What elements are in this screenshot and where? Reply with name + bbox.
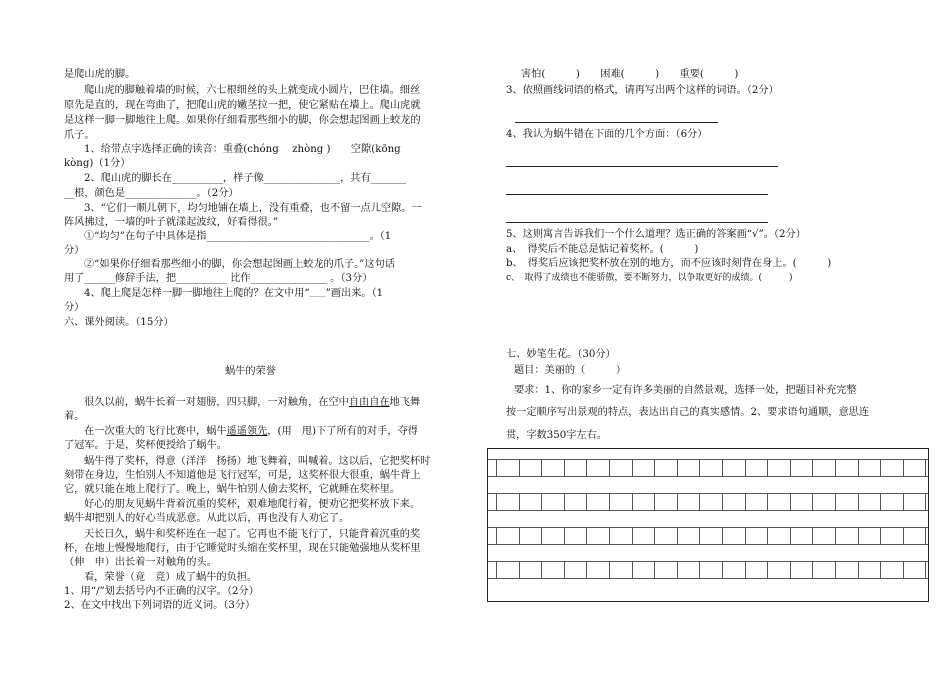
story-line: 杯，在地上慢慢地爬行，由于它睡觉时头缩在奖杯里，现在只能勉强地从奖杯里 [64,543,421,554]
grid-cell-divider [925,562,938,578]
grid-cell-divider [767,562,780,578]
grid-cell-divider [722,528,735,544]
underlined-word: 遥遥领先 [226,426,268,437]
option-b: b、 得奖后应该把奖杯放在别的地方，而不应该时刻背在身上。( ) [506,258,832,269]
grid-cell-divider [722,562,735,578]
underlined-word: 自由自在 [348,397,390,408]
question-1 [84,143,401,156]
composition-writing-grid[interactable] [487,448,929,602]
grid-cell-divider [541,494,554,510]
grid-cell-divider [858,494,871,510]
grid-cell-divider [812,562,825,578]
passage-line: 爬山虎的脚触着墙的时候，六七根细丝的头上就变成小圆片，巴住墙。细丝 [84,85,421,96]
grid-cell-divider [609,494,622,510]
question-2-cont: __根，颜色是______________。（2分） [64,188,239,199]
grid-cell-divider [880,460,893,476]
grid-cell-divider [880,494,893,510]
requirement-line: 贯，字数350字左右。 [506,430,607,441]
grid-cell-divider [632,460,645,476]
grid-cell-divider [632,494,645,510]
grid-cell-divider [722,494,735,510]
composition-topic: 题目：美丽的（ ） [514,365,627,376]
story-line: 蜗牛却把别人的好心当成恶意。从此以后，再也没有人劝它了。 [64,513,350,524]
grid-cell-divider [586,460,599,476]
question-3: 3、“它们一顺儿朝下，均匀地铺在墙上，没有重叠，也不留一点儿空隙。一 [84,203,422,214]
question-1-cont: kòng)（1分） [64,158,131,169]
grid-cell-divider [767,460,780,476]
grid-cell-divider [564,562,577,578]
grid-cell-divider [925,494,938,510]
grid-cell-divider [812,460,825,476]
grid-cell-divider [745,494,758,510]
grid-cell-divider [586,562,599,578]
grid-cell-divider [541,460,554,476]
reading-question-5: 5、这则寓言告诉我们一个什么道理？选正确的答案画“√”。（2分） [506,229,806,240]
story-line: 天长日久，蜗牛和奖杯连在一起了。它再也不能飞行了，只能背着沉重的奖 [84,529,421,540]
grid-cell-divider [767,528,780,544]
grid-cell-divider [609,528,622,544]
question-4 [84,287,383,300]
grid-cell-divider [586,494,599,510]
grid-cell-divider [767,494,780,510]
grid-cell-divider [903,460,916,476]
option-a: a、 得奖后不能总是惦记着奖杯。( ) [506,244,699,255]
grid-cell-divider [699,528,712,544]
story-line: 着。 [64,411,85,422]
grid-cell-divider [699,562,712,578]
grid-cell-divider [677,460,690,476]
grid-cell-divider [654,528,667,544]
story-line [84,425,418,438]
grid-cell-divider [519,562,532,578]
question-2: 2、爬山虎的脚长在__________，样子像_______________，共有_______ [84,173,407,184]
passage-line: 是这样一脚一脚地往上爬。如果你仔细看那些细小的脚，你会想起图画上蛟龙的 [64,115,421,126]
grid-cell-divider [858,562,871,578]
grid-cell-divider [564,528,577,544]
answer-line [506,194,768,195]
story-line: 看，荣誉（竟 竞）成了蜗牛的负担。 [84,572,258,583]
story-text: 地飞舞 [389,397,421,408]
grid-cell-divider [835,460,848,476]
grid-cell-divider [745,528,758,544]
reading-question-2: 2、在文中找出下列词语的近义词。（3分） [64,600,256,611]
grid-row[interactable] [488,527,928,545]
grid-cell-divider [858,460,871,476]
grid-cell-divider [496,528,509,544]
requirement-line: 按一定顺序写出景观的特点，表达出自己的真实感情。2、要求语句通顺，意思连 [506,407,870,418]
story-text: 很久以前，蜗牛长着一对翅膀，四只脚，一对触角，在空中 [84,397,349,408]
grid-cell-divider [699,494,712,510]
section-6-heading: 六、课外阅读。（15分） [64,317,174,328]
grid-cell-divider [519,494,532,510]
story-line: 了冠军。于是，奖杯便授给了蜗牛。 [64,440,227,451]
grid-cell-divider [745,460,758,476]
grid-cell-divider [790,528,803,544]
passage-line: 爪子。 [64,130,95,141]
story-text: ，(用 甩)下了所有的对手，夺得 [267,426,418,437]
grid-cell-divider [903,494,916,510]
grid-cell-divider [699,460,712,476]
question-text: ”画出来。（1 [325,288,384,299]
grid-cell-divider [519,460,532,476]
grid-cell-divider [858,528,871,544]
question-3-sub1: ①“均匀”在句子中具体是指________________________________。（1 [84,231,392,242]
grid-cell-divider [609,562,622,578]
grid-cell-divider [609,460,622,476]
wavy-line-mark: ﹏﹏ [309,289,326,298]
grid-cell-divider [835,562,848,578]
grid-cell-divider [790,494,803,510]
grid-row[interactable] [488,459,928,477]
pinyin-choice: 空隙(kōng [350,144,401,155]
grid-cell-divider [835,528,848,544]
grid-cell-divider [564,460,577,476]
grid-cell-divider [564,494,577,510]
pinyin-choice: 重叠(chóng zhòng ) [222,144,341,155]
question-text: 4、爬上爬是怎样一脚一脚地往上爬的？在文中用“ [84,288,310,299]
grid-cell-divider [880,562,893,578]
grid-cell-divider [654,494,667,510]
grid-cell-divider [925,528,938,544]
story-line: 刻带在身边，生怕别人不知道他是飞行冠军，可是，这奖杯很大很重，蜗牛背上 [64,470,421,481]
grid-cell-divider [654,562,667,578]
grid-cell-divider [632,562,645,578]
story-line [84,396,420,409]
grid-cell-divider [677,528,690,544]
section-7-heading: 七、妙笔生花。（30分） [506,349,616,360]
reading-question-3: 3、依照画线词语的格式，请再写出两个这样的词语。（2分） [506,85,779,96]
passage-line: 是爬山虎的脚。 [64,69,136,80]
grid-cell-divider [586,528,599,544]
grid-cell-divider [812,528,825,544]
story-line: 好心的朋友见蜗牛背着沉重的奖杯，艰难地爬行着，便劝它把奖杯放下来。 [84,499,421,510]
question-text: 1、给带点字选择正确的读音： [84,144,223,155]
grid-cell-divider [677,562,690,578]
question-3-sub2: ②“如果你仔细看那些细小的脚，你会想起图画上蛟龙的爪子。”这句话 [84,259,395,270]
reading-title: 蜗牛的荣誉 [225,366,276,377]
passage-line: 原先是直的，现在弯曲了，把爬山虎的嫩茎拉一把，使它紧贴在墙上。爬山虎就 [64,100,421,111]
grid-cell-divider [677,494,690,510]
answer-line [515,122,718,123]
answer-line [506,166,778,167]
grid-row[interactable] [488,493,928,511]
story-line: 蜗牛得了奖杯，得意（洋洋 扬扬）地飞舞着，叫喊着。这以后，它把奖杯时 [84,456,431,467]
question-4-cont: 分） [64,302,85,313]
story-line: （伸 申）出长着一对触角的头。 [64,557,217,568]
grid-cell-divider [541,562,554,578]
grid-cell-divider [496,494,509,510]
grid-cell-divider [835,494,848,510]
story-line: 它，就只能在地上爬行了。晚上，蜗牛怕别人偷去奖杯，它就睡在奖杯里。 [64,484,401,495]
synonym-blanks: 害怕( ) 困难( ) 重要( ) [521,69,739,80]
story-text: 在一次重大的飞行比赛中，蜗牛 [84,426,227,437]
question-3-sub1-cont: 分） [64,245,85,256]
reading-question-1: 1、用“/”划去括号内不正确的汉字。（2分） [64,586,259,597]
question-3-cont: 阵风拂过，一墙的叶子就漾起波纹，好看得很。” [64,217,279,228]
grid-cell-divider [496,460,509,476]
grid-cell-divider [519,528,532,544]
grid-row[interactable] [488,561,928,579]
question-3-sub2-cont: 用了______修辞手法，把__________ 比作_______________ 。（3分） [64,273,373,284]
grid-cell-divider [903,528,916,544]
option-c: c、 取得了成绩也不能骄傲，要不断努力，以争取更好的成绩。( ) [506,273,793,283]
grid-cell-divider [654,460,667,476]
grid-cell-divider [632,528,645,544]
reading-question-4: 4、我认为蜗牛错在下面的几个方面：（6分） [506,129,708,140]
requirement-line: 要求：1、你的家乡一定有许多美丽的自然景观，选择一处，把题目补充完整 [514,385,857,396]
grid-cell-divider [722,460,735,476]
grid-cell-divider [925,460,938,476]
grid-cell-divider [880,528,893,544]
grid-cell-divider [496,562,509,578]
answer-line [506,222,768,223]
grid-cell-divider [903,562,916,578]
grid-cell-divider [745,562,758,578]
grid-cell-divider [541,528,554,544]
grid-cell-divider [812,494,825,510]
grid-cell-divider [790,562,803,578]
grid-cell-divider [790,460,803,476]
